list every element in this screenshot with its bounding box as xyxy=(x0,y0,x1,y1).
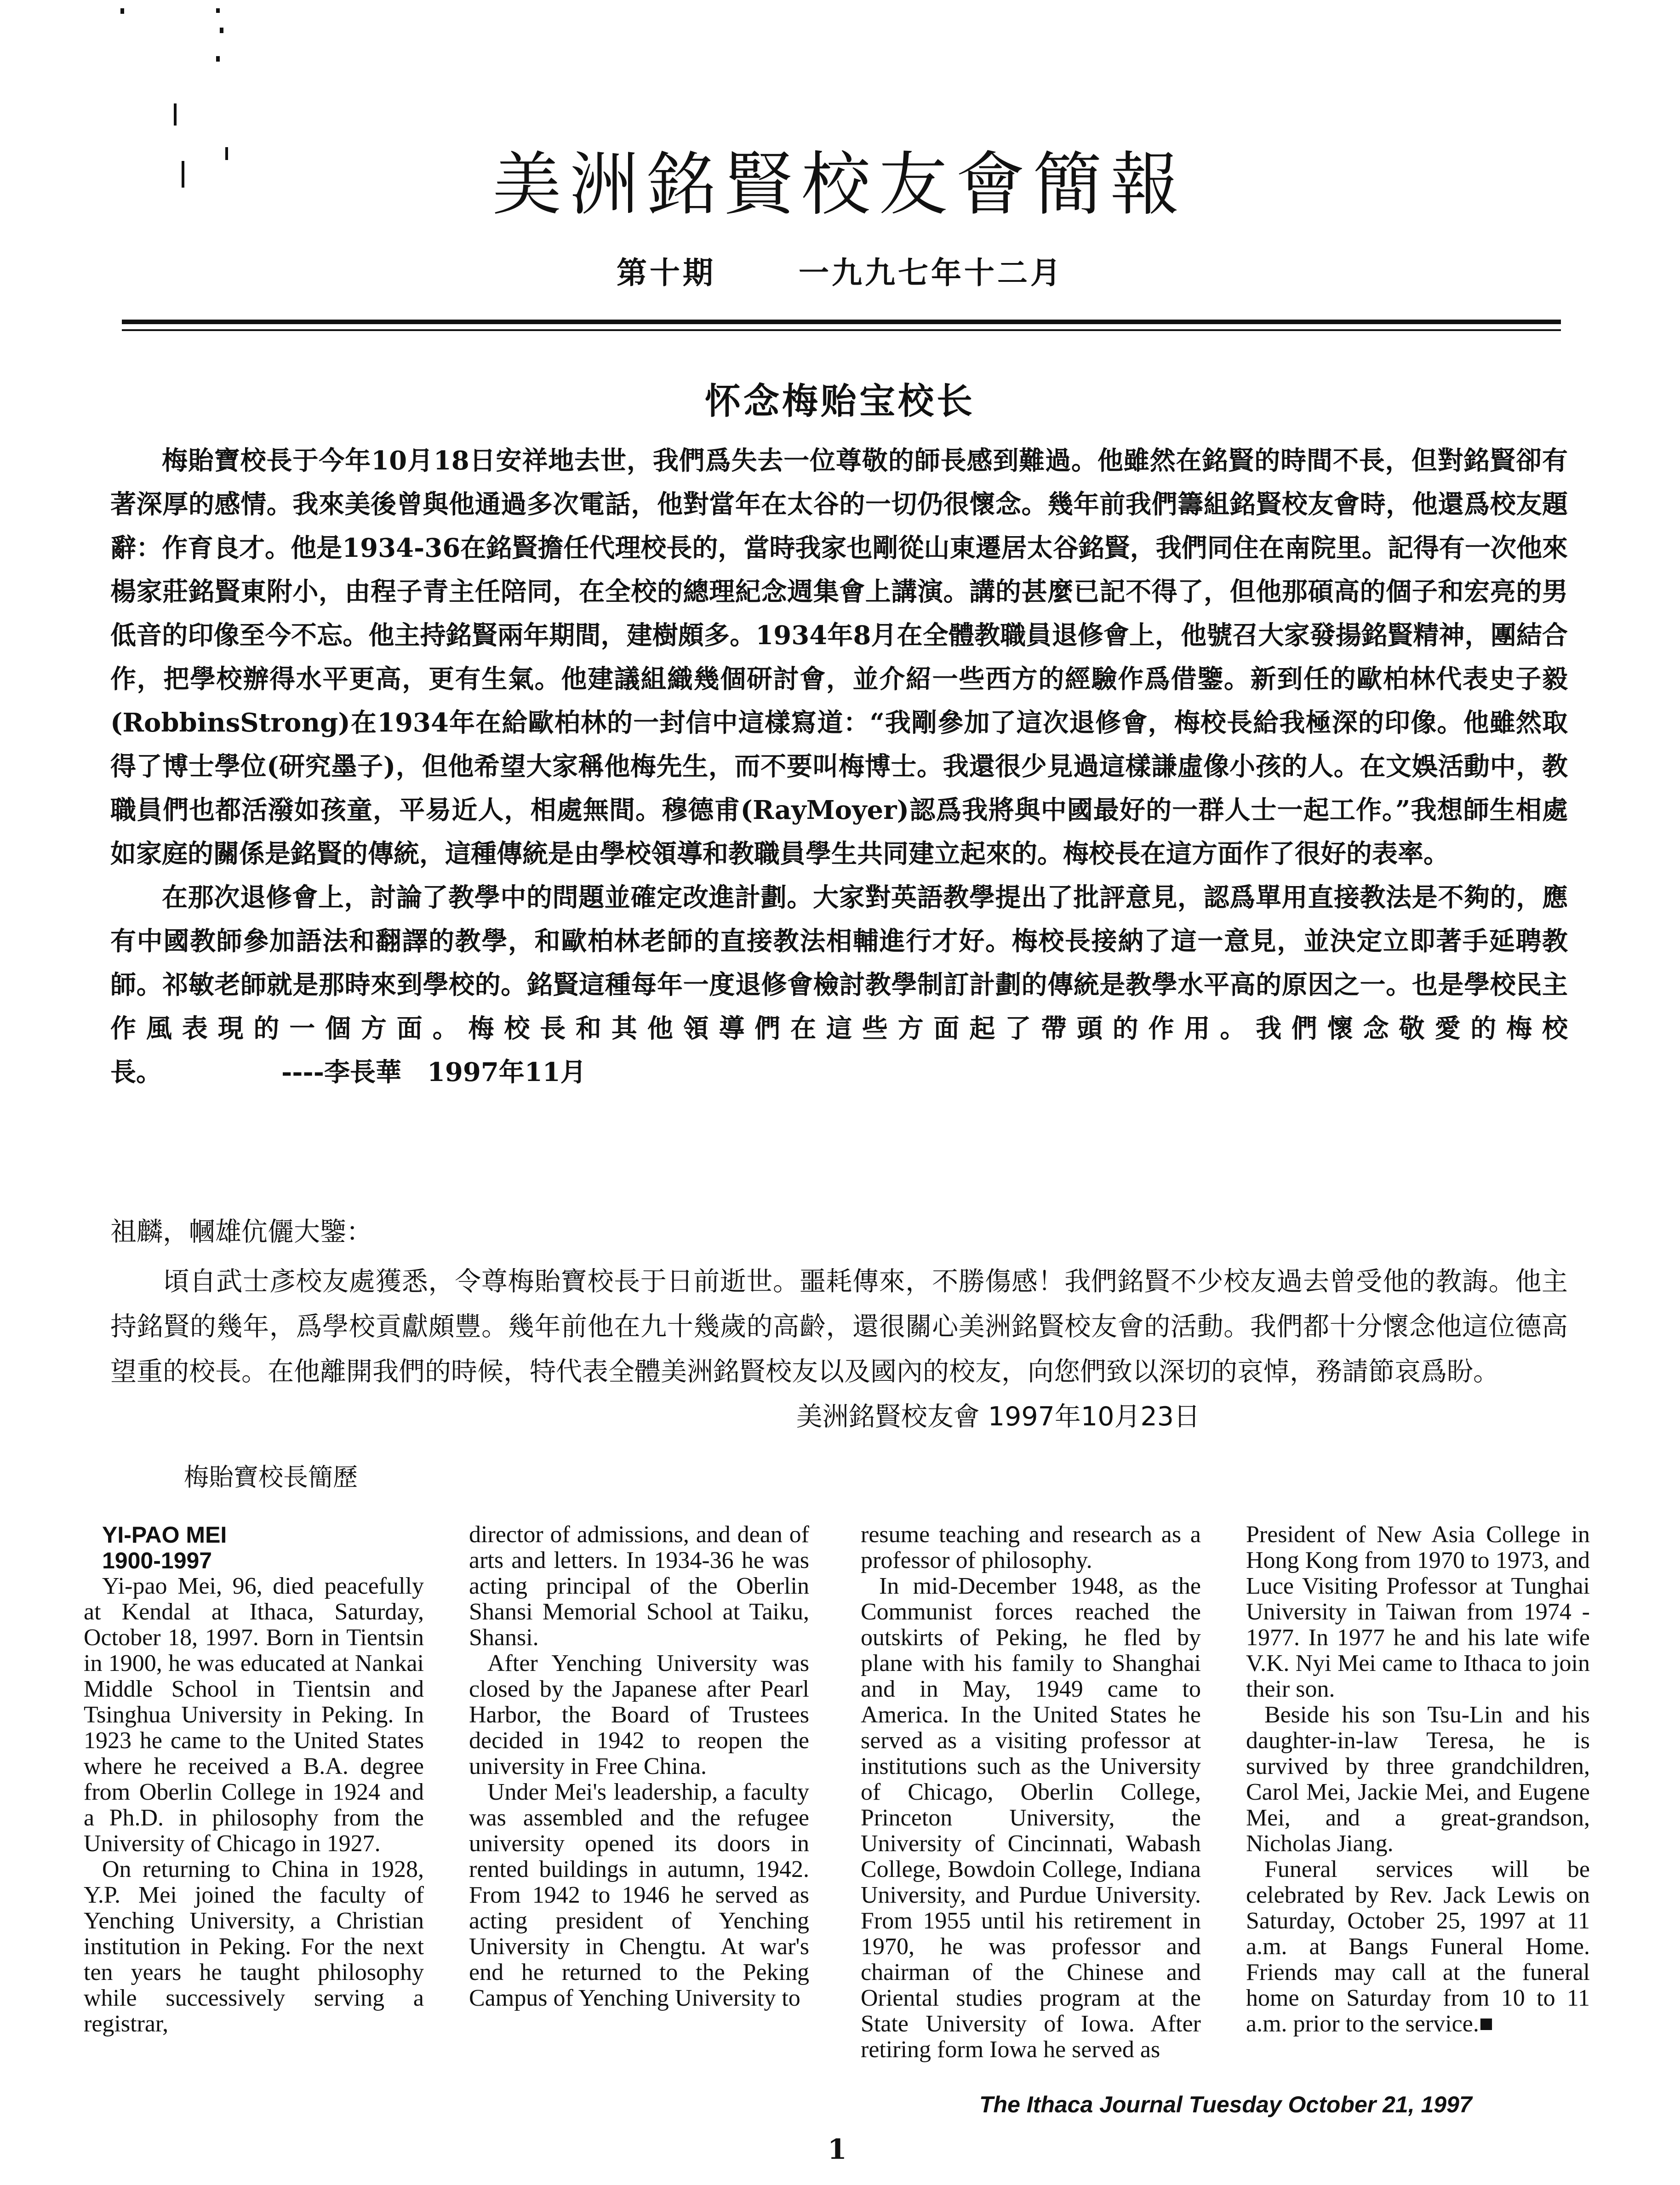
article-paragraph: 梅貽寶校長于今年10月18日安祥地去世，我們爲失去一位尊敬的師長感到難過。他雖然在銘賢的時間不長，但對銘賢卻有著深厚的感情。我來美後曾與他通過多次電話，他對當年在太谷的一切仍很懷念。幾年前我們籌組銘賢校友會時，他還爲校友題辭：作育良才。他是1934-36在銘賢擔任代理校長的，當時我家也剛從山東遷居太谷銘賢，我們同住在南院里。記得有一次他來楊家莊銘賢東附小，由程子青主任陪同，在全校的總理紀念週集會上講演。講的甚麼已記不得了，但他那碩高的個子和宏亮的男低音的印像至今不忘。他主持銘賢兩年期間，建樹頗多。1934年8月在全體教職員退修會上，他號召大家發揚銘賢精神，團結合作，把學校辦得水平更高，更有生氣。他建議組織幾個研討會，並介紹一些西方的經驗作爲借鑒。新到任的歐柏林代表史子毅(RobbinsStrong)在1934年在給歐柏林的一封信中這樣寫道：“我剛參加了這次退修會，梅校長給我極深的印像。他雖然取得了博士學位(研究墨子)，但他希望大家稱他梅先生，而不要叫梅博士。我還很少見過這樣謙虛像小孩的人。在文娛活動中，教職員們也都活潑如孩童，平易近人，相處無間。穆德甫(RayMoyer)認爲我將與中國最好的一群人士一起工作。”我想師生相處如家庭的關係是銘賢的傳統，這種傳統是由學校領導和教職員學生共同建立起來的。梅校長在這方面作了很好的表率。 xyxy=(110,446,1568,869)
issue-line xyxy=(0,248,1680,292)
obituary-column xyxy=(861,1522,1201,2063)
article-title: 怀念梅贻宝校长 xyxy=(704,380,975,422)
article-paragraph xyxy=(110,876,1568,1094)
masthead-rule xyxy=(122,329,1561,331)
condolence-letter xyxy=(110,1209,1568,1439)
masthead-rule xyxy=(122,320,1561,324)
page-number: 1 xyxy=(828,2134,847,2166)
obituary-paragraph: Beside his son Tsu-Lin and his daughter-in-law Teresa, he is survived by three grandchildren, Carol Mei, Jackie Mei, and Eugene Mei, and a great-grandson, Nicholas Jiang. xyxy=(1246,1702,1590,1857)
scan-mark xyxy=(120,8,124,14)
obituary-paragraph: In mid-December 1948, as the Communist forces reached the outskirts of Peking, he fled by plane with his family to Shanghai and in May, 1949 came to America. In the United States he served as a visiting professor at institutions such as the University of Chicago, Oberlin College, Princeton University, the University of Cincinnati, Wabash College, Bowdoin College, Indiana University, and Purdue University. From 1955 until his retirement in 1970, he was professor and chairman of the Chinese and Oriental studies program at the State University of Iowa. After retiring form Iowa he served as xyxy=(861,1573,1201,2063)
scan-mark xyxy=(216,8,220,13)
obituary-paragraph: After Yenching University was closed by the Japanese after Pearl Harbor, the Board of Trustees decided in 1942 to reopen the university in Free China. xyxy=(469,1650,809,1779)
bio-heading: 梅貽寶校長簡歷 xyxy=(184,1463,358,1492)
article-signature: ----李長華 1997年11月 xyxy=(281,1057,586,1087)
scan-mark xyxy=(216,56,220,62)
obituary-column xyxy=(1246,1522,1590,2037)
obituary-paragraph: On returning to China in 1928, Y.P. Mei joined the faculty of Yenching University, a Christian institution in Peking. For the next ten years he taught philosophy while successively serving a registrar, xyxy=(84,1856,424,2037)
issue-number: 第十期 xyxy=(617,255,716,291)
obituary-paragraph: Under Mei's leadership, a faculty was assembled and the refugee university opened its doors in rented buildings in autumn, 1942. From 1942 to 1946 he served as acting president of Yenching University in Chengtu. At war's end he returned to the Peking Campus of Yenching University to xyxy=(469,1779,809,2011)
scan-mark xyxy=(174,103,177,126)
issue-date: 一九九七年十二月 xyxy=(799,255,1063,291)
newspaper-credit: The Ithaca Journal Tuesday October 21, 1997 xyxy=(979,2092,1472,2117)
obituary-paragraph: President of New Asia College in Hong Kong from 1970 to 1973, and Luce Visiting Professor at Tunghai University in Taiwan from 1974 - 1977. In 1977 he and his late wife V.K. Nyi Mei came to Ithaca to join their son. xyxy=(1246,1521,1590,1702)
obituary-years: 1900-1997 xyxy=(102,1548,212,1573)
letter-body: 頃自武士彥校友處獲悉，令尊梅貽寶校長于日前逝世。噩耗傳來，不勝傷感！我們銘賢不少校友過去曾受他的教誨。他主持銘賢的幾年，爲學校貢獻頗豐。幾年前他在九十幾歲的高齡，還很關心美洲銘賢校友會的活動。我們都十分懷念他這位德高望重的校長。在他離開我們的時候，特代表全體美洲銘賢校友以及國內的校友，向您們致以深切的哀悼，務請節哀爲盼。 xyxy=(110,1266,1568,1387)
obituary-paragraph: director of admissions, and dean of arts and letters. In 1934-36 he was acting principal of the Oberlin Shansi Memorial School at Taiku, Shansi. xyxy=(469,1521,809,1651)
memorial-article xyxy=(110,439,1568,1094)
obituary-column xyxy=(469,1522,809,2011)
letter-salutation: 祖麟，幗雄伉儷大鑒： xyxy=(110,1217,372,1247)
obituary-name: YI-PAO MEI xyxy=(102,1522,227,1548)
obituary-paragraph: Yi-pao Mei, 96, died peacefully at Kendal at Ithaca, Saturday, October 18, 1997. Born in Tientsin in 1900, he was educated at Nankai Middle School in Tientsin and Tsinghua University in Peking. In 1923 he came to the United States where he received a B.A. degree from Oberlin College in 1924 and a Ph.D. in philosophy from the University of Chicago in 1927. xyxy=(84,1573,424,1857)
obituary-column xyxy=(84,1522,424,2037)
obituary-paragraph: Funeral services will be celebrated by Rev. Jack Lewis on Saturday, October 25, 1997 at 11 a.m. at Bangs Funeral Home. Friends may call at the funeral home on Saturday from 10 to 11 a.m. prior to the service.■ xyxy=(1246,1856,1590,2037)
obituary-paragraph: resume teaching and research as a professor of philosophy. xyxy=(861,1521,1201,1573)
scan-mark xyxy=(220,28,223,33)
letter-signer: 美洲銘賢校友會 1997年10月23日 xyxy=(796,1401,1200,1432)
newsletter-title: 美洲銘賢校友會簡報 xyxy=(492,145,1188,225)
article-paragraph-text: 在那次退修會上，討論了教學中的問題並確定改進計劃。大家對英語教學提出了批評意見，認爲單用直接教法是不夠的，應有中國教師參加語法和翻譯的教學，和歐柏林老師的直接教法相輔進行才好。梅校長接納了這一意見，並決定立即著手延聘教師。祁敏老師就是那時來到學校的。銘賢這種每年一度退修會檢討教學制訂計劃的傳統是教學水平高的原因之一。也是學校民主作風表現的一個方面。梅校長和其他領導們在這些方面起了帶頭的作用。我們懷念敬愛的梅校長。 xyxy=(110,882,1568,1087)
